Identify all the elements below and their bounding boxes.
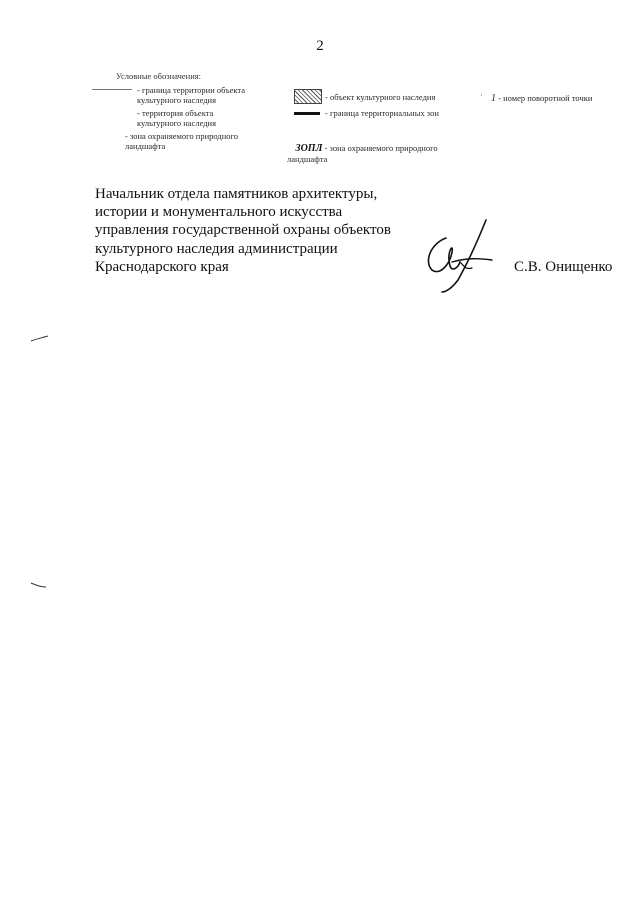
margin-mark	[30, 334, 50, 344]
position-line: Начальник отдела памятников архитектуры,	[95, 186, 378, 202]
zopl-legend-item	[287, 133, 438, 174]
territorial-zone-boundary-label: - граница территориальных зон	[325, 108, 439, 118]
position-line: управления государственной охраны объектов	[95, 222, 391, 239]
page-number: 2	[316, 38, 324, 54]
territory-boundary-line-symbol	[92, 89, 132, 90]
heritage-object-label: - объект культурного наследия	[325, 92, 436, 102]
territory-boundary-label: - граница территории объекта культурного наследия	[137, 85, 246, 105]
zopl-label: - зона охраняемого природного ландшафта	[287, 143, 438, 164]
turning-point-label: - номер поворотной точки	[496, 93, 593, 103]
position-line: истории и монументального искусства	[95, 204, 343, 221]
zopl-abbreviation: ЗОПЛ	[295, 143, 323, 154]
signatory-name: С.В. Онищенко	[514, 259, 613, 275]
hatch-symbol	[294, 89, 322, 104]
thick-line-symbol	[294, 112, 320, 115]
margin-mark	[30, 580, 48, 590]
turning-point-number: 1	[491, 93, 496, 104]
position-line: Краснодарского края	[95, 258, 229, 275]
position-line: культурного наследия администрации	[95, 240, 338, 257]
signature-block	[95, 185, 391, 276]
protected-landscape-zone-label: - зона охраняемого природного ландшафта	[125, 131, 239, 151]
territory-object-label: - территория объекта культурного наследия	[137, 108, 217, 128]
turning-point-legend-item	[491, 93, 592, 104]
legend-title: Условные обозначения:	[116, 71, 202, 81]
turning-point-symbol: ʿ	[480, 93, 483, 103]
handwritten-signature	[416, 218, 498, 294]
